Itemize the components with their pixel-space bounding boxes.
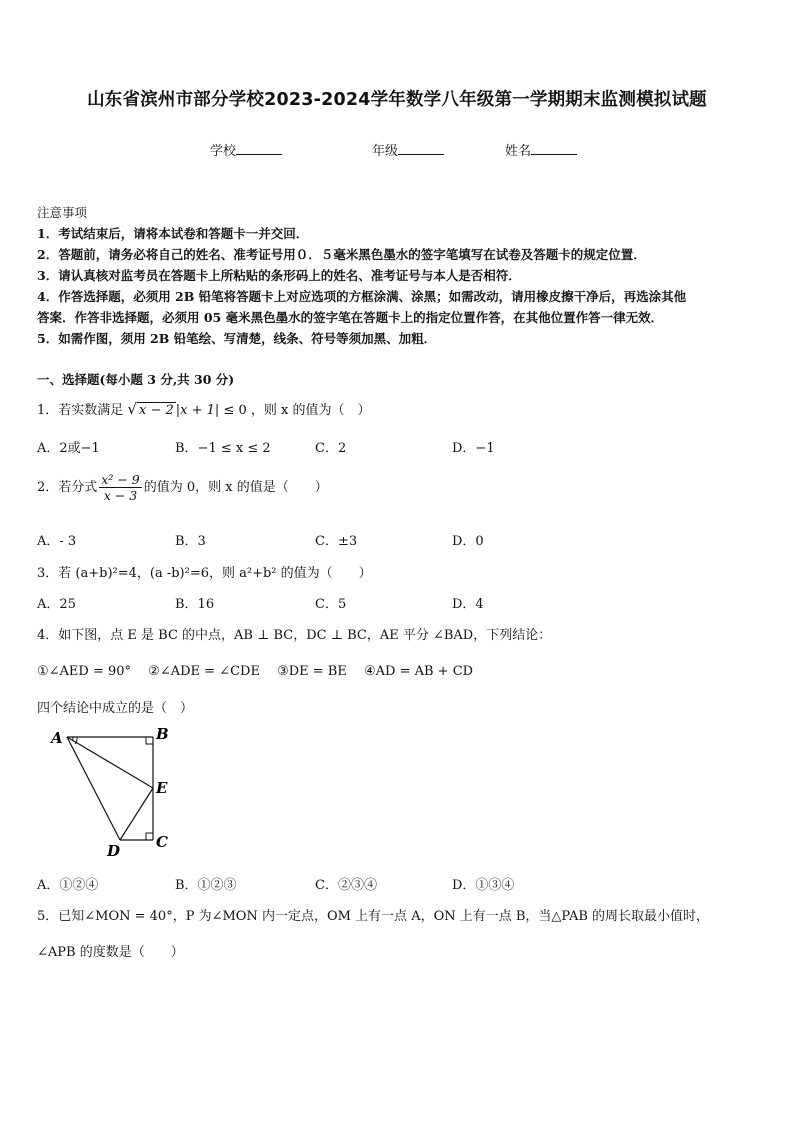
note-item: 5．如需作图，须用 2B 铅笔绘、写清楚，线条、符号等须加黑、加粗． [37,331,437,346]
q1-option-c: C．2 [315,441,347,456]
name-label: 姓名 [505,144,532,159]
q2-fraction [99,472,141,503]
label-e: E [156,779,168,797]
q2-prefix: 2．若分式 [37,480,98,495]
name-field [505,140,577,159]
q2-option-d: D．0 [452,534,484,549]
school-label: 学校 [210,144,237,159]
q1-option-a: A．2或−1 [37,441,100,456]
label-c: C [156,833,168,851]
note-item: 4．作答选择题，必须用 2B 铅笔将答题卡上对应选项的方框涂满、涂黑；如需改动，请用橡皮擦干净后，再选涂其他 [37,289,687,304]
notes-heading: 注意事项 [37,205,88,220]
abs-bar-left: | [175,403,181,418]
question-3: 3．若 (a+b)²=4，(a -b)²=6，则 a²+b² 的值为（ ） [37,566,372,581]
q2-suffix: 的值为 0，则 x 的值是（ ） [143,480,328,495]
q1-rel: ≤ 0 [223,403,247,418]
q4-figure [45,722,185,862]
grade-field [372,140,444,159]
q2-option-c: C．±3 [315,534,358,549]
question-4: 4．如下图，点 E 是 BC 的中点，AB ⊥ BC，DC ⊥ BC，AE 平分 ∠BAD，下列结论： [37,628,552,643]
label-b: B [156,725,169,743]
question-5-cont: ∠APB 的度数是（ ） [37,945,184,960]
note-item: 1．考试结束后，请将本试卷和答题卡一并交回． [37,226,309,241]
note-item: 答案．作答非选择题，必须用 05 毫米黑色墨水的签字笔在答题卡上的指定位置作答，在其他位置作答一律无效． [37,310,664,325]
sqrt-symbol: √ [127,400,137,418]
label-a: A [51,729,63,747]
grade-blank [398,142,444,155]
question-2 [37,472,328,503]
label-d: D [107,842,121,860]
q3-option-d: D．4 [452,597,484,612]
q2-option-b: B．3 [175,534,206,549]
note-item: 2．答题前，请务必将自己的姓名、准考证号用０．５毫米黑色墨水的签字笔填写在试卷及答题卡的规定位置． [37,247,646,262]
school-blank [236,142,282,155]
q2-frac-denominator: x − 3 [103,488,138,503]
q2-frac-numerator: x² − 9 [101,472,140,487]
q3-option-b: B．16 [175,597,215,612]
q4-option-d: D．①③④ [452,878,515,893]
q1-suffix: ，则 x 的值为（ ） [250,403,371,418]
q4-option-b: B．①②③ [175,878,237,893]
q1-option-d: D．−1 [452,441,495,456]
q2-option-a: A．- 3 [37,534,77,549]
segment-de [120,788,153,840]
q3-option-a: A．25 [37,597,76,612]
q3-option-c: C．5 [315,597,347,612]
q4-option-c: C．②③④ [315,878,377,893]
question-5: 5．已知∠MON = 40°，P 为∠MON 内一定点，OM 上有一点 A，ON 上有一点 B，当△PAB 的周长取最小值时， [37,909,710,924]
right-angle-c [146,833,153,840]
q1-prefix: 1．若实数满足 [37,403,124,418]
grade-label: 年级 [372,144,399,159]
note-item: 3．请认真核对监考员在答题卡上所粘贴的条形码上的姓名、准考证号与本人是否相符． [37,268,521,283]
abs-bar-right: | [214,403,220,418]
right-angle-b [146,737,153,744]
school-field [210,140,282,159]
q4-option-a: A．①②④ [37,878,99,893]
question-1 [37,399,370,418]
q4-ask: 四个结论中成立的是（ ） [37,701,194,716]
q1-abs-expr: x + 1 [180,403,215,418]
q1-sqrt-expr: x − 2 [138,403,174,418]
name-blank [531,142,577,155]
page-title: 山东省滨州市部分学校2023-2024学年数学八年级第一学期期末监测模拟试题 [87,90,707,110]
q4-conclusions: ①∠AED = 90° ②∠ADE = ∠CDE ③DE = BE ④AD = AB + CD [37,664,474,679]
q1-option-b: B．−1 ≤ x ≤ 2 [175,441,271,456]
section-heading: 一、选择题(每小题 3 分,共 30 分) [37,372,235,387]
